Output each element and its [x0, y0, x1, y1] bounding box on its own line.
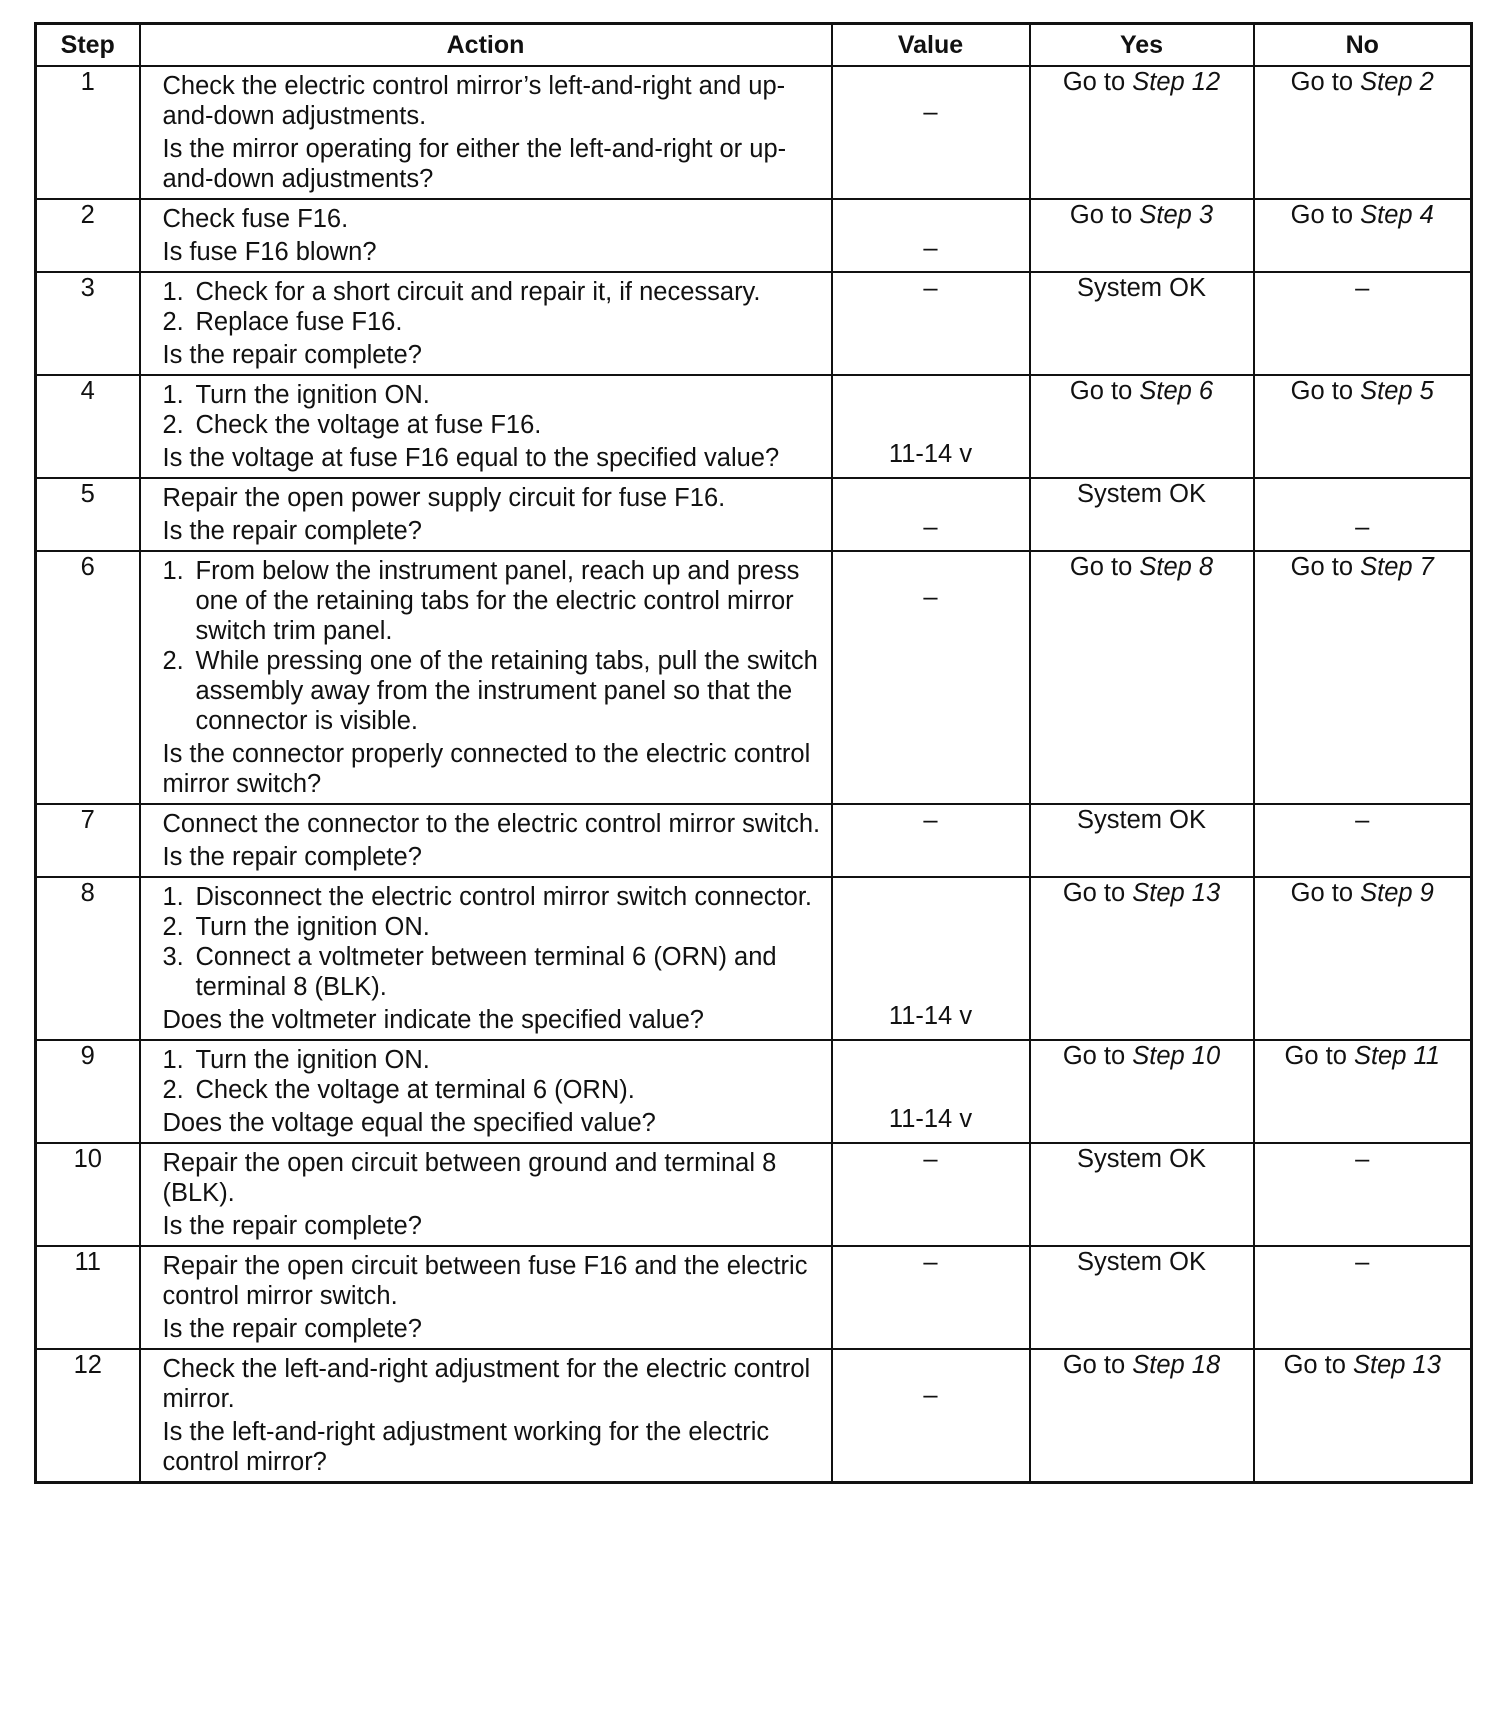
value-text: – — [923, 1145, 938, 1173]
value-text: – — [923, 806, 938, 834]
value-cell — [832, 272, 1030, 375]
no-cell — [1254, 1040, 1472, 1143]
step-number: 3 — [36, 272, 140, 375]
no-cell — [1254, 199, 1472, 272]
list-item-number: 1. — [162, 1046, 184, 1074]
list-item-number: 2. — [162, 913, 184, 941]
action-list-item — [163, 942, 821, 1002]
no-step-reference: Step 7 — [1360, 553, 1434, 581]
action-list-item — [163, 912, 821, 942]
table-row — [36, 1143, 1472, 1246]
no-cell — [1254, 66, 1472, 199]
value-text: 11-14 v — [888, 440, 973, 468]
no-cell — [1254, 877, 1472, 1040]
action-question: Is the repair complete? — [162, 1212, 422, 1240]
action-list-item — [163, 307, 821, 337]
yes-cell — [1030, 1143, 1254, 1246]
table-body — [36, 66, 1472, 1483]
step-number: 1 — [36, 66, 140, 199]
yes-outcome-text: System OK — [1077, 806, 1206, 834]
no-cell — [1254, 1143, 1472, 1246]
diagnostic-table — [34, 22, 1473, 1484]
action-cell — [140, 199, 832, 272]
action-cell — [140, 1040, 832, 1143]
list-item-number: 2. — [162, 647, 184, 675]
action-cell — [140, 551, 832, 804]
step-number: 11 — [36, 1246, 140, 1349]
step-number: 7 — [36, 804, 140, 877]
no-cell — [1254, 551, 1472, 804]
table-row — [36, 478, 1472, 551]
action-question: Is the connector properly connected to the electric control mirror switch? — [162, 740, 811, 798]
list-item-text: Check the voltage at fuse F16. — [195, 411, 542, 439]
list-item-number: 1. — [162, 883, 184, 911]
action-cell — [140, 1143, 832, 1246]
table-row — [36, 1246, 1472, 1349]
list-item-text: Connect a voltmeter between terminal 6 (ORN) and terminal 8 (BLK). — [195, 943, 777, 1001]
action-cell — [140, 478, 832, 551]
yes-step-reference: Step 13 — [1132, 879, 1221, 907]
no-outcome-text: Go to — [1290, 879, 1361, 907]
action-list-item — [163, 410, 821, 440]
header-yes: Yes — [1030, 24, 1254, 67]
step-number: 4 — [36, 375, 140, 478]
yes-cell — [1030, 1246, 1254, 1349]
yes-step-reference: Step 10 — [1132, 1042, 1221, 1070]
no-dash: – — [1355, 1145, 1370, 1173]
table-row — [36, 199, 1472, 272]
no-cell — [1254, 804, 1472, 877]
action-question: Is the repair complete? — [162, 1315, 422, 1343]
no-dash: – — [1355, 513, 1370, 541]
no-cell — [1254, 375, 1472, 478]
value-text: – — [923, 1248, 938, 1276]
list-item-number: 2. — [162, 1076, 184, 1104]
no-outcome-text: Go to — [1283, 1351, 1354, 1379]
list-item-number: 1. — [162, 278, 184, 306]
action-instruction: Repair the open circuit between fuse F16 and the electric control mirror switch. — [162, 1252, 808, 1310]
step-number: 9 — [36, 1040, 140, 1143]
no-step-reference: Step 2 — [1360, 68, 1434, 96]
list-item-text: Replace fuse F16. — [195, 308, 403, 336]
action-cell — [140, 66, 832, 199]
yes-step-reference: Step 12 — [1132, 68, 1221, 96]
table-row — [36, 804, 1472, 877]
yes-outcome-text: System OK — [1077, 1248, 1206, 1276]
no-cell — [1254, 1246, 1472, 1349]
header-row — [36, 24, 1472, 67]
table-row — [36, 272, 1472, 375]
step-number: 8 — [36, 877, 140, 1040]
yes-outcome-text: Go to — [1069, 553, 1140, 581]
list-item-text: Turn the ignition ON. — [195, 913, 430, 941]
list-item-number: 1. — [162, 557, 184, 585]
value-cell — [832, 804, 1030, 877]
no-dash: – — [1355, 1248, 1370, 1276]
action-cell — [140, 375, 832, 478]
list-item-text: Turn the ignition ON. — [195, 1046, 430, 1074]
yes-outcome-text: Go to — [1062, 1042, 1133, 1070]
no-outcome-text: Go to — [1290, 68, 1361, 96]
action-question: Is the mirror operating for either the left-and-right or up-and-down adjustments? — [162, 135, 787, 193]
header-no: No — [1254, 24, 1472, 67]
yes-step-reference: Step 18 — [1132, 1351, 1221, 1379]
value-cell — [832, 551, 1030, 804]
value-text: – — [923, 513, 938, 541]
list-item-text: Check for a short circuit and repair it, if necessary. — [195, 278, 761, 306]
yes-cell — [1030, 199, 1254, 272]
value-cell — [832, 1246, 1030, 1349]
value-text: 11-14 v — [888, 1002, 973, 1030]
no-step-reference: Step 4 — [1360, 201, 1434, 229]
yes-cell — [1030, 1349, 1254, 1483]
list-item-number: 3. — [162, 943, 184, 971]
yes-outcome-text: Go to — [1062, 879, 1133, 907]
no-step-reference: Step 9 — [1360, 879, 1434, 907]
value-text: – — [923, 583, 938, 611]
no-outcome-text: Go to — [1290, 201, 1361, 229]
action-list-item — [163, 646, 821, 736]
yes-outcome-text: Go to — [1062, 68, 1133, 96]
yes-cell — [1030, 877, 1254, 1040]
value-cell — [832, 375, 1030, 478]
action-instruction: Connect the connector to the electric control mirror switch. — [162, 810, 821, 838]
action-question: Is the repair complete? — [162, 843, 422, 871]
value-text: – — [923, 274, 938, 302]
action-cell — [140, 804, 832, 877]
value-cell — [832, 1143, 1030, 1246]
value-cell — [832, 877, 1030, 1040]
action-cell — [140, 877, 832, 1040]
step-number: 2 — [36, 199, 140, 272]
no-cell — [1254, 478, 1472, 551]
yes-outcome-text: Go to — [1069, 201, 1140, 229]
no-cell — [1254, 272, 1472, 375]
table-row — [36, 1040, 1472, 1143]
header-action: Action — [140, 24, 832, 67]
header-value: Value — [832, 24, 1030, 67]
no-outcome-text: Go to — [1290, 377, 1361, 405]
action-cell — [140, 1349, 832, 1483]
action-question: Does the voltage equal the specified value? — [162, 1109, 656, 1137]
table-row — [36, 877, 1472, 1040]
yes-outcome-text: System OK — [1077, 1145, 1206, 1173]
table-row — [36, 1349, 1472, 1483]
step-number: 12 — [36, 1349, 140, 1483]
table-row — [36, 375, 1472, 478]
action-list-item — [163, 277, 821, 307]
list-item-number: 2. — [162, 308, 184, 336]
action-question: Does the voltmeter indicate the specified value? — [162, 1006, 704, 1034]
no-step-reference: Step 13 — [1353, 1351, 1441, 1379]
action-question: Is the repair complete? — [162, 341, 422, 369]
action-list-item — [163, 380, 821, 410]
yes-cell — [1030, 375, 1254, 478]
yes-outcome-text: Go to — [1062, 1351, 1133, 1379]
value-text: 11-14 v — [888, 1105, 973, 1133]
no-dash: – — [1355, 806, 1370, 834]
action-instruction: Check fuse F16. — [162, 205, 349, 233]
no-cell — [1254, 1349, 1472, 1483]
yes-cell — [1030, 1040, 1254, 1143]
yes-step-reference: Step 6 — [1139, 377, 1214, 405]
yes-step-reference: Step 8 — [1139, 553, 1214, 581]
value-cell — [832, 66, 1030, 199]
no-outcome-text: Go to — [1290, 553, 1361, 581]
action-list-item — [163, 556, 821, 646]
action-list-item — [163, 1075, 821, 1105]
yes-outcome-text: System OK — [1077, 480, 1206, 508]
action-question: Is the left-and-right adjustment working for the electric control mirror? — [162, 1418, 770, 1476]
yes-cell — [1030, 804, 1254, 877]
action-instruction: Check the electric control mirror’s left-and-right and up-and-down adjustments. — [162, 72, 786, 130]
value-text: – — [923, 1381, 938, 1409]
table-row — [36, 551, 1472, 804]
step-number: 5 — [36, 478, 140, 551]
value-cell — [832, 1040, 1030, 1143]
header-step: Step — [36, 24, 140, 67]
no-step-reference: Step 5 — [1360, 377, 1434, 405]
list-item-text: From below the instrument panel, reach up and press one of the retaining tabs for the electric control mirror switch trim panel. — [195, 557, 800, 645]
action-instruction: Repair the open circuit between ground and terminal 8 (BLK). — [162, 1149, 777, 1207]
list-item-text: Check the voltage at terminal 6 (ORN). — [195, 1076, 635, 1104]
list-item-text: Disconnect the electric control mirror switch connector. — [195, 883, 812, 911]
action-instruction: Repair the open power supply circuit for fuse F16. — [162, 484, 726, 512]
action-question: Is the repair complete? — [162, 517, 422, 545]
value-text: – — [923, 98, 938, 126]
no-step-reference: Step 11 — [1353, 1042, 1440, 1070]
value-cell — [832, 1349, 1030, 1483]
yes-outcome-text: Go to — [1069, 377, 1140, 405]
value-text: – — [923, 234, 938, 262]
yes-cell — [1030, 66, 1254, 199]
no-dash: – — [1355, 274, 1370, 302]
no-outcome-text: Go to — [1284, 1042, 1354, 1070]
value-cell — [832, 199, 1030, 272]
step-number: 10 — [36, 1143, 140, 1246]
action-question: Is fuse F16 blown? — [162, 238, 377, 266]
list-item-number: 2. — [162, 411, 184, 439]
list-item-number: 1. — [162, 381, 184, 409]
action-question: Is the voltage at fuse F16 equal to the specified value? — [162, 444, 780, 472]
yes-step-reference: Step 3 — [1139, 201, 1214, 229]
action-list-item — [163, 1045, 821, 1075]
list-item-text: Turn the ignition ON. — [195, 381, 430, 409]
step-number: 6 — [36, 551, 140, 804]
action-instruction: Check the left-and-right adjustment for the electric control mirror. — [162, 1355, 811, 1413]
action-cell — [140, 1246, 832, 1349]
yes-cell — [1030, 478, 1254, 551]
yes-cell — [1030, 551, 1254, 804]
action-list-item — [163, 882, 821, 912]
yes-outcome-text: System OK — [1077, 274, 1206, 302]
action-cell — [140, 272, 832, 375]
table-row — [36, 66, 1472, 199]
value-cell — [832, 478, 1030, 551]
list-item-text: While pressing one of the retaining tabs, pull the switch assembly away from the instrument panel so that the connector is visible. — [195, 647, 818, 735]
yes-cell — [1030, 272, 1254, 375]
